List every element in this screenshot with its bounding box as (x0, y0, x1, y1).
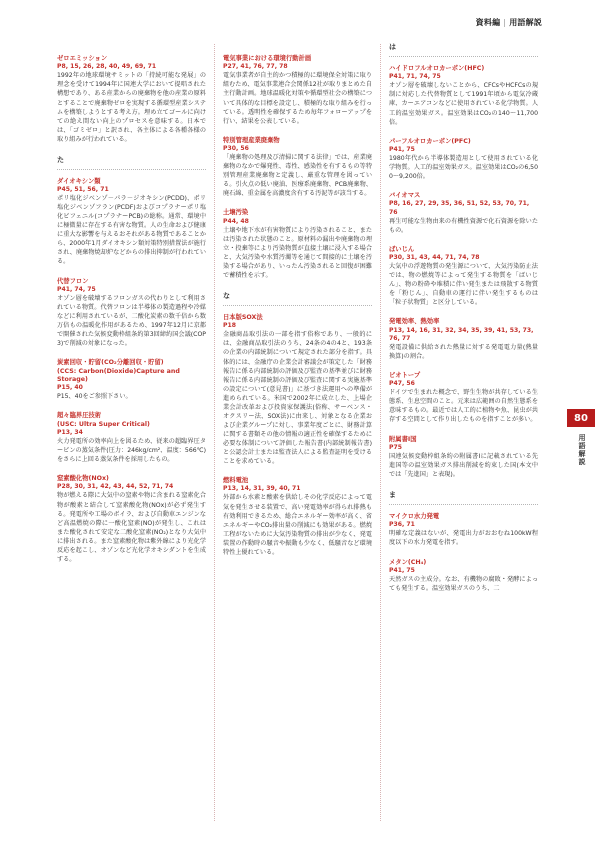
term-description: 「廃棄物の処理及び清掃に関する法律」では、産業廃棄物のなかで爆発性、毒性、感染性を有するもの等特別管理産業廃棄物と定義し、厳重な管理を図っている。引火点の低い廃油、医療系廃棄物、PCB廃棄物、廃石綿、重金属を高濃度含有する汚泥等が該当する。 (223, 154, 372, 198)
page-references: P28, 30, 31, 42, 43, 44, 52, 71, 74 (57, 483, 174, 491)
section-tab-label: 用語解説 (578, 434, 586, 466)
glossary-term: 発電効率、熱効率 (389, 318, 440, 326)
glossary-entry (223, 55, 372, 126)
term-description: 電気事業者が自主的かつ積極的に環境保全対策に取り組むため、電気事業連合会関係12社が取りまとめた自主行動計画。地球温暖化対策や循環型社会の構築について具体的な目標を設定し、積極的な取り組みを行っている。透明性を確保するため毎年フォローアップを行い、結果を公表している。 (223, 72, 372, 125)
page-references: P15, 40 (57, 384, 83, 392)
glossary-entry (389, 192, 538, 235)
glossary-term: ハイドロフルオロカーボン(HFC) (389, 65, 485, 72)
page-references: P30, 56 (223, 144, 249, 152)
term-description: 発電設備に供給された熱量に対する発電電力量(熱量換算)の割合。 (389, 343, 538, 360)
term-description: オゾン層を破壊しないことから、CFCsやHCFCsの規制に対応した代替物質として1991年頃から電気冷蔵庫、カーエアコンなどに使用されている化学物質。人工的温室効果ガス。温室効果はCO₂の140～11,700倍。 (389, 82, 538, 126)
glossary-term: ダイオキシン類 (57, 177, 101, 185)
page-references: P36, 71 (389, 521, 415, 529)
column-2 (223, 55, 372, 568)
page-references: P13, 14, 16, 31, 32, 34, 35, 39, 41, 53, 73, 76, 77 (389, 326, 534, 342)
index-heading: な (223, 291, 230, 300)
column-3 (389, 43, 538, 604)
term-description: オゾン層を破壊するフロンガスの代わりとして利用されている物質。代替フロンは半導体の製造過程や冷媒などに利用されているが、二酸化炭素の数千倍から数万倍もの温暖化作用があるため、1997年12月に京都で開催された気候変動枠組条約第3回締約国会議(COP3)で削減の対象になった。 (57, 294, 206, 348)
column-1 (57, 55, 206, 575)
glossary-term: バイオマス (389, 192, 421, 200)
page-references: P8, 15, 26, 28, 40, 49, 69, 71 (57, 63, 157, 71)
term-description: ポリ塩化ジベンゾ－パラ－ジオキシン(PCDD)、ポリ塩化ジベンゾフラン(PCDF)およびコプラナーポリ塩化ビフェニル(コプラナーPCB)の総称。通常、環境中に極微量に存在する有害な物質。人の生命および健康に重大な影響を与えるおそれがある物質であることから、2000年1月ダイオキシン類対策特別措置法が施行され、廃棄物焼却炉などからの排出抑制が行われている。 (57, 195, 206, 266)
glossary-term: 炭素回収・貯留(CO₂分離回収・貯留) (CCS: Carbon(Dioxide)Capture and Storage) (57, 359, 180, 383)
glossary-term: メタン(CH₄) (389, 558, 427, 566)
column-divider (214, 44, 215, 821)
index-heading: は (389, 43, 396, 51)
term-description: ドイツで生まれた概念で、野生生物が共存している生態系、生息空間のこと。元来は広範囲の自然生態系を意味するもの。最近では人工的に植物や魚、昆虫が共存する空間として作り出したものを指すことが多い。 (389, 389, 538, 424)
glossary-entry (389, 138, 538, 182)
glossary-term: ゼロエミッション (57, 55, 108, 62)
page-references: P75 (389, 443, 402, 451)
glossary-entry (389, 436, 538, 480)
page-references: P47, 56 (389, 380, 415, 388)
glossary-term: 超々臨界圧技術 (USC: Ultra Super Critical) (57, 412, 150, 428)
glossary-term: 日本版SOX法 (223, 313, 263, 321)
glossary-term: パーフルオロカーボン(PFC) (389, 137, 471, 145)
term-description: 再生可能な生物由来の有機性資源で化石資源を除いたもの。 (389, 217, 538, 234)
glossary-entry (223, 314, 372, 466)
index-divider (223, 305, 372, 306)
page-references: P41, 74, 75 (57, 285, 96, 293)
term-description: P15、40をご参照下さい。 (57, 393, 132, 401)
glossary-term: 代替フロン (57, 277, 89, 285)
term-description: 土壌や地下水が有害物質により汚染されること、または汚染された状態のこと。原材料の漏出や廃棄物の埋立・投棄等により汚染物質が直接土壌に浸入する場合と、大気汚染や水質汚濁等を通じて間接的に土壌を汚染する場合があり、いったん汚染されると回復が困難で蓄積性を示す。 (223, 226, 372, 279)
term-description: 金融商品取引法の一部を指す俗称であり、一般的には、金融商品取引法のうち、24条の4の4と、193条の企業の内部統制について規定された部分を指す。具体的には、金融庁の企業会計審議会が策定した「財務報告に係る内部統制の評価及び監査の基準並びに財務報告に係る内部統制の評価及び監査に関する実施基準の設定について(意見書)」に基づき法運用への準備が進められている。米国で2002年に成立した、上場企業会計改革および投資家保護法(俗称、サーベンス・オクスリー法、SOX法)に由来し、対象となる企業および企業グループに対し、事業年度ごとに、財務計算に関する書類その他の情報の適正性を確保するために必要な体制について評価した報告書(内部統制報告書)と公認会計士または監査法人による監査証明を受けることを求めている。 (223, 331, 372, 466)
index-divider (389, 504, 538, 505)
glossary-entry (223, 477, 372, 557)
page-references: P27, 41, 76, 77, 78 (223, 63, 288, 71)
page-references: P13, 34 (57, 428, 83, 436)
page-references: P41, 71, 74, 75 (389, 73, 441, 81)
page-references: P18 (223, 322, 236, 330)
term-description: 物が燃える際に大気中の窒素や物に含まれる窒素化合物が酸素と結合して窒素酸化物(NOx)が必ず発生する。発電所や工場のボイラ、および自動車エンジンなど高温燃焼の際に一酸化窒素(NO)が発生し、これはまた酸化されて安定な二酸化窒素(NO₂)となり大気中に排出される。また窒素酸化物は紫外線により光化学反応を起こし、オゾンなど光化学オキシダントを生成する。 (57, 492, 206, 563)
glossary-term: ビオトープ (389, 371, 421, 379)
glossary-term: マイクロ水力発電 (389, 513, 440, 521)
index-heading: た (57, 155, 64, 164)
glossary-entry (57, 278, 206, 349)
term-description: 明確な定義はないが、発電出力がおおむね100kW程度以下の水力発電を指す。 (389, 530, 538, 547)
page-references: P41, 75 (389, 145, 415, 153)
term-description: 火力発電所の効率向上を図るため、従来の超臨界圧タービンの蒸気条件(圧力：246kg/cm²、温度：566℃)をさらに上回る蒸気条件を採用したもの。 (57, 437, 206, 464)
index-heading: ま (389, 491, 396, 500)
glossary-term: 電気事業における環境行動計画 (223, 55, 312, 62)
glossary-term: ばいじん (389, 245, 415, 253)
term-description: 国連気候変動枠組条約の附属書Ⅰに記載されている先進国等の温室効果ガス排出削減を約束した国(本文中では「先進国」と表現)。 (389, 452, 538, 478)
page-number-tab: 80 (567, 409, 595, 427)
glossary-term: 燃料電池 (223, 477, 249, 485)
glossary-term: 特別管理産業廃棄物 (223, 136, 280, 144)
glossary-entry (57, 475, 206, 564)
page-header (476, 17, 542, 28)
term-description: 1980年代から半導体製造用として使用されている化学物質。人工的温室効果ガス。温室効果はCO₂の6,500～9,200倍。 (389, 155, 538, 181)
glossary-entry (389, 246, 538, 308)
page-references: P30, 31, 43, 44, 71, 74, 78 (389, 254, 480, 262)
section-label: 資料編 (475, 18, 501, 27)
glossary-entry (389, 513, 538, 547)
header-title: 用語解説 (509, 18, 542, 27)
column-divider (380, 44, 381, 821)
glossary-term: 土壌汚染 (223, 209, 249, 217)
term-description: 外部から水素と酸素を供給しその化学反応によって電気を発生させる装置で、高い発電効率が得られ排熱も有効利用できるため、総合エネルギー効率が高く、省エネルギーやCO₂排出量の削減にも効果がある。燃焼工程がないために大気汚染物質の排出が少なく、発電装置の作動時の騒音や振動も少なく、低騒音など環境特性上優れている。 (223, 494, 372, 556)
index-divider (389, 56, 538, 57)
glossary-entry (57, 359, 206, 401)
glossary-entry (57, 412, 206, 464)
page-references: P8, 16, 27, 29, 35, 36, 51, 52, 53, 70, 71, 76 (389, 200, 530, 216)
glossary-entry (57, 178, 206, 267)
header-separator: | (503, 18, 507, 27)
glossary-entry (223, 137, 372, 199)
glossary-entry (389, 318, 538, 361)
glossary-entry (389, 65, 538, 127)
index-divider (57, 169, 206, 170)
glossary-entry (223, 209, 372, 280)
glossary-entry (389, 372, 538, 425)
term-description: 天然ガスの主成分。なお、有機物の腐敗・発酵によっても発生する。温室効果ガスのうち、二 (389, 575, 538, 592)
page-references: P44, 48 (223, 217, 249, 225)
term-description: 大気中の浮遊物質の発生源について、大気汚染防止法では、物の燃焼等によって発生する物質を「ばいじん」、物の粉砕や堆積に伴い発生または飛散する物質を「粉じん」、自動車の運行に伴い発生するものは「粒子状物質」と区分している。 (389, 263, 538, 307)
page-references: P45, 51, 56, 71 (57, 186, 109, 194)
glossary-entry (389, 559, 538, 593)
glossary-entry (57, 55, 206, 144)
glossary-term: 附属書Ⅰ国 (389, 435, 417, 443)
term-description: 1992年の地球環境サミットの「持続可能な発展」の理念を受けて1994年に国連大学において提唱された構想であり、ある産業からの廃棄物を他の産業の原料とすることで廃棄物ゼロを実現する循環型産業システムを構築しようとする考え方。埋め立てゴールに向けての絶え間ない向上のプロセスを意味する。日本では、「ゴミゼロ」と訳され、各主体による各種各様の取り組みが行われている。 (57, 72, 206, 143)
glossary-term: 窒素酸化物(NOx) (57, 475, 109, 483)
page-references: P41, 75 (389, 566, 415, 574)
page-references: P13, 14, 31, 39, 40, 71 (223, 485, 301, 493)
